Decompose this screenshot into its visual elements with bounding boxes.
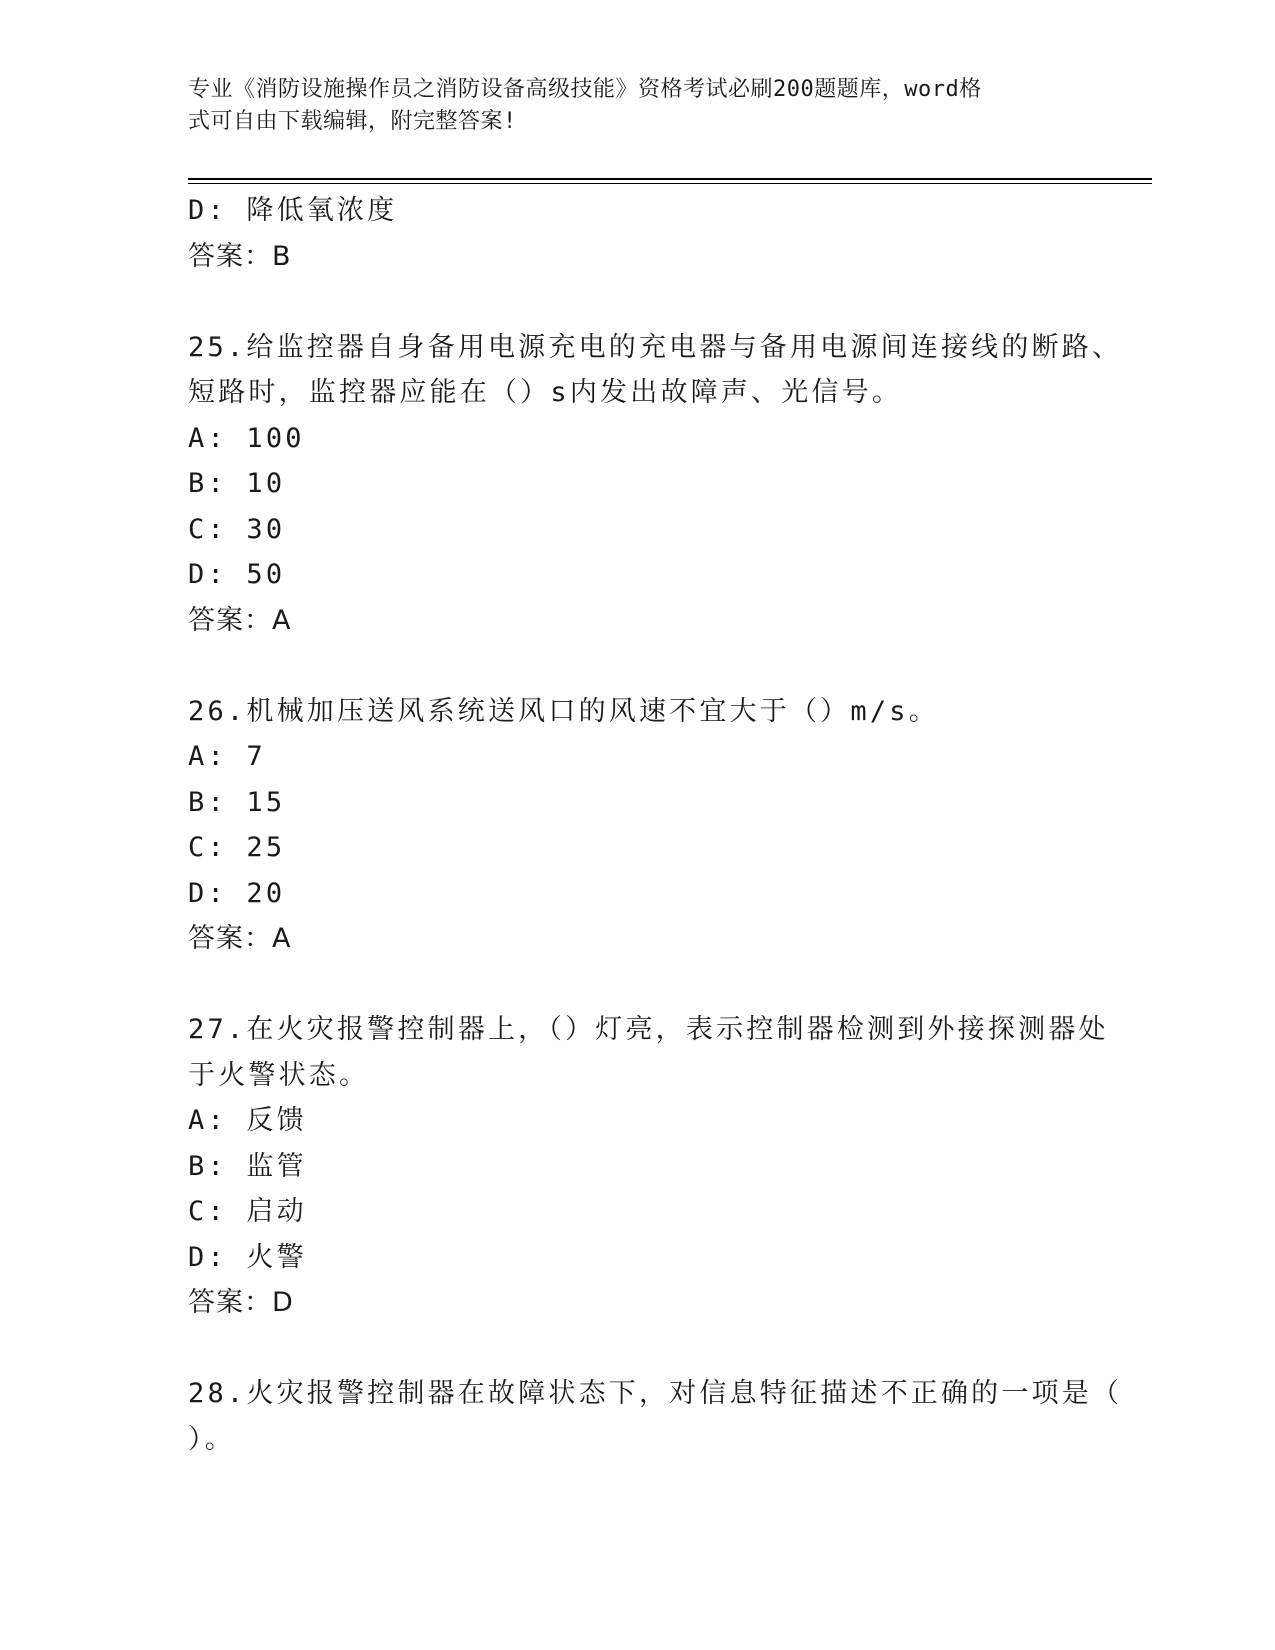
question-stem: ）。 xyxy=(188,1423,235,1455)
q24-option-d: D: 降低氧浓度 xyxy=(188,195,398,226)
question-27 xyxy=(188,1007,1109,1326)
option-a: A: 反馈 xyxy=(188,1105,307,1136)
question-25 xyxy=(188,325,1123,644)
question-stem: 26.机械加压送风系统送风口的风速不宜大于（）m/s。 xyxy=(188,695,939,727)
question-stem: 27.在火灾报警控制器上，（）灯亮，表示控制器检测到外接探测器处 xyxy=(188,1014,1109,1045)
option-d: D: 50 xyxy=(188,559,286,590)
q24-answer: 答案：B xyxy=(188,240,292,272)
header-divider-thick xyxy=(188,178,1152,180)
document-header xyxy=(188,74,1068,138)
question-stem: 短路时，监控器应能在（）s内发出故障声、光信号。 xyxy=(188,377,903,408)
option-a: A: 100 xyxy=(188,422,305,454)
answer: 答案：A xyxy=(188,923,292,954)
option-c: C: 25 xyxy=(188,832,286,863)
spacer xyxy=(188,279,1088,325)
option-b: B: 监管 xyxy=(188,1150,307,1182)
question-stem: 于火警状态。 xyxy=(188,1059,370,1091)
spacer xyxy=(188,962,1088,1008)
option-d: D: 20 xyxy=(188,877,286,909)
spacer xyxy=(188,643,1088,689)
option-a: A: 7 xyxy=(188,741,266,772)
header-line-1: 专业《消防设施操作员之消防设备高级技能》资格考试必刷200题题库，word格 xyxy=(188,77,982,102)
header-line-2: 式可自由下载编辑，附完整答案! xyxy=(188,109,517,134)
option-b: B: 10 xyxy=(188,468,286,499)
answer: 答案：A xyxy=(188,604,292,636)
question-26 xyxy=(188,689,1088,962)
document-body xyxy=(188,188,1123,1462)
question-stem: 28.火灾报警控制器在故障状态下，对信息特征描述不正确的一项是（ xyxy=(188,1378,1123,1409)
option-c: C: 启动 xyxy=(188,1196,307,1227)
question-stem: 25.给监控器自身备用电源充电的充电器与备用电源间连接线的断路、 xyxy=(188,331,1123,363)
spacer xyxy=(188,1326,1088,1372)
option-c: C: 30 xyxy=(188,513,286,545)
option-d: D: 火警 xyxy=(188,1241,307,1273)
question-28 xyxy=(188,1371,1123,1462)
answer: 答案：D xyxy=(188,1287,294,1318)
header-divider-thin xyxy=(188,183,1152,184)
option-b: B: 15 xyxy=(188,786,286,818)
